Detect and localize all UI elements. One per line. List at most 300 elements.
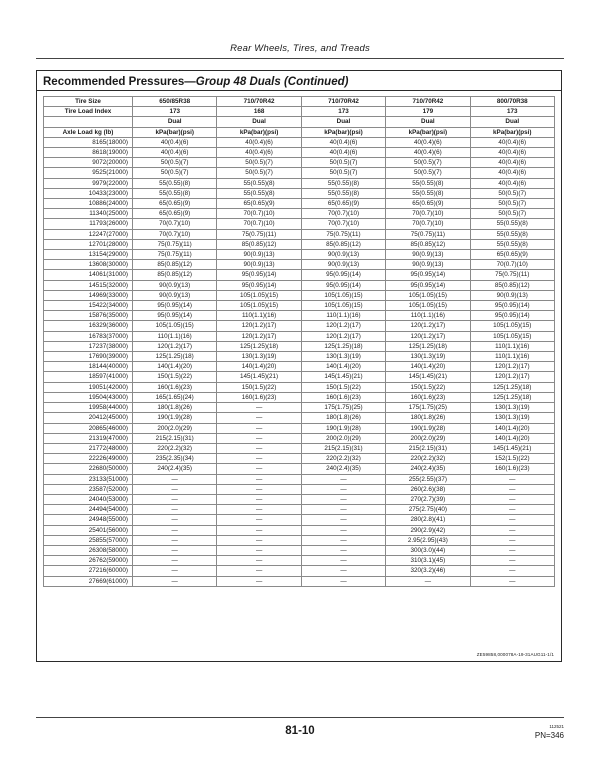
pressure-cell: 105(1.05)(15) <box>133 321 217 331</box>
pressure-cell: 90(0.9)(13) <box>217 260 301 270</box>
pressure-cell: 65(0.65)(9) <box>470 250 554 260</box>
pressure-cell: 110(1.1)(16) <box>470 341 554 351</box>
pressure-cell: 215(2.15)(31) <box>133 433 217 443</box>
row-label-cell: 11793(26000) <box>44 219 133 229</box>
row-label-cell: 8165(18000) <box>44 137 133 147</box>
row-label-cell: 8618(19000) <box>44 148 133 158</box>
pressure-cell: 95(0.95)(14) <box>133 301 217 311</box>
pressure-cell: 95(0.95)(14) <box>470 301 554 311</box>
table-row <box>44 525 555 535</box>
table-row <box>44 413 555 423</box>
page-number: 81-10 <box>285 725 315 737</box>
table-header-row <box>44 107 555 117</box>
pressure-cell: 200(2.0)(29) <box>386 433 470 443</box>
pressure-cell: 65(0.65)(9) <box>133 209 217 219</box>
pressure-cell: — <box>217 525 301 535</box>
pressure-table <box>43 96 555 587</box>
pressure-cell: 40(0.4)(6) <box>133 137 217 147</box>
pressure-cell: 235(2.35)(34) <box>133 454 217 464</box>
table-row <box>44 443 555 453</box>
pressure-cell: 110(1.1)(16) <box>470 352 554 362</box>
pressure-cell: 90(0.9)(13) <box>386 260 470 270</box>
row-label-cell: 26308(58000) <box>44 545 133 555</box>
table-row <box>44 372 555 382</box>
pressure-cell: 120(1.2)(17) <box>217 321 301 331</box>
table-row <box>44 158 555 168</box>
pressure-cell: 55(0.55)(8) <box>470 229 554 239</box>
pressure-cell: 50(0.5)(7) <box>470 188 554 198</box>
pressure-cell: 160(1.6)(23) <box>133 382 217 392</box>
pressure-cell: 55(0.55)(8) <box>217 178 301 188</box>
pressure-cell: 75(0.75)(11) <box>133 239 217 249</box>
row-label-cell: 10433(23000) <box>44 188 133 198</box>
pressure-cell: 125(1.25)(18) <box>133 352 217 362</box>
pressure-cell: 145(1.45)(21) <box>217 372 301 382</box>
pressure-cell: 90(0.9)(13) <box>470 290 554 300</box>
pressure-cell: — <box>217 464 301 474</box>
pressure-cell: 40(0.4)(6) <box>217 148 301 158</box>
pressure-cell: 95(0.95)(14) <box>301 280 385 290</box>
pressure-cell: 70(0.7)(10) <box>217 219 301 229</box>
pressure-cell: 95(0.95)(14) <box>133 311 217 321</box>
pressure-cell: 120(1.2)(17) <box>386 331 470 341</box>
table-row <box>44 219 555 229</box>
pn-label: PN=346 <box>534 731 564 740</box>
pressure-cell: Dual <box>470 117 554 127</box>
pressure-cell: 40(0.4)(6) <box>386 148 470 158</box>
table-row <box>44 566 555 576</box>
pressure-cell: 55(0.55)(8) <box>386 178 470 188</box>
pressure-cell: 55(0.55)(8) <box>301 188 385 198</box>
pressure-cell: — <box>217 454 301 464</box>
pressure-cell: 160(1.6)(23) <box>470 464 554 474</box>
row-label-cell: 23133(51000) <box>44 474 133 484</box>
row-label-cell: 14061(31000) <box>44 270 133 280</box>
row-label-cell: 20412(45000) <box>44 413 133 423</box>
pressure-cell: Dual <box>301 117 385 127</box>
pressure-cell: — <box>133 515 217 525</box>
pressure-cell: — <box>217 566 301 576</box>
row-label-cell: Axle Load kg (lb) <box>44 127 133 137</box>
pressure-cell: — <box>133 535 217 545</box>
pressure-cell: 260(2.6)(38) <box>386 484 470 494</box>
pressure-cell: 215(2.15)(31) <box>386 443 470 453</box>
pressure-cell: 95(0.95)(14) <box>470 311 554 321</box>
table-row <box>44 494 555 504</box>
pressure-cell: 50(0.5)(7) <box>386 168 470 178</box>
pressure-cell: 85(0.85)(12) <box>386 239 470 249</box>
pressure-cell: 40(0.4)(6) <box>470 148 554 158</box>
table-row <box>44 311 555 321</box>
pressure-cell: — <box>301 566 385 576</box>
table-row <box>44 433 555 443</box>
pressure-cell: 190(1.9)(28) <box>301 423 385 433</box>
pressure-cell: — <box>133 484 217 494</box>
title-divider <box>37 90 561 91</box>
pressure-cell: 120(1.2)(17) <box>470 362 554 372</box>
pressure-cell: 240(2.4)(35) <box>386 464 470 474</box>
pressure-cell: — <box>470 484 554 494</box>
pressure-cell: — <box>217 423 301 433</box>
row-label-cell: 25401(56000) <box>44 525 133 535</box>
section-title-main: Recommended Pressures— <box>43 76 196 88</box>
pressure-cell: 800/70R38 <box>470 97 554 107</box>
pressure-cell: kPa(bar)(psi) <box>386 127 470 137</box>
row-label-cell: 21772(48000) <box>44 443 133 453</box>
pressure-cell: 40(0.4)(6) <box>470 178 554 188</box>
pressure-cell: 90(0.9)(13) <box>217 250 301 260</box>
row-label-cell: 24040(53000) <box>44 494 133 504</box>
pressure-cell: 173 <box>133 107 217 117</box>
pressure-cell: — <box>470 494 554 504</box>
row-label-cell: Tire Load Index <box>44 107 133 117</box>
pressure-cell: 65(0.65)(9) <box>133 199 217 209</box>
pressure-cell: 85(0.85)(12) <box>470 280 554 290</box>
pressure-cell: 85(0.85)(12) <box>301 239 385 249</box>
pressure-cell: 95(0.95)(14) <box>217 280 301 290</box>
section-title-italic: Group 48 Duals (Continued) <box>195 76 349 88</box>
pressure-cell: — <box>470 525 554 535</box>
pressure-cell: — <box>301 525 385 535</box>
pressure-cell: 650/85R38 <box>133 97 217 107</box>
pressure-cell: 95(0.95)(14) <box>386 280 470 290</box>
pressure-cell: — <box>301 556 385 566</box>
pressure-cell: — <box>217 515 301 525</box>
pressure-cell: 190(1.9)(28) <box>386 423 470 433</box>
header-divider <box>36 58 564 59</box>
pressure-cell: 75(0.75)(11) <box>217 229 301 239</box>
pressure-cell: 200(2.0)(29) <box>133 423 217 433</box>
pressure-cell: — <box>301 576 385 586</box>
row-label-cell: 17237(38000) <box>44 341 133 351</box>
pressure-cell: 85(0.85)(12) <box>133 270 217 280</box>
pressure-cell: — <box>133 545 217 555</box>
pressure-cell: — <box>133 494 217 504</box>
pressure-cell: 130(1.3)(19) <box>470 413 554 423</box>
pressure-cell: 40(0.4)(6) <box>470 168 554 178</box>
pressure-cell: Dual <box>386 117 470 127</box>
row-label-cell: 24948(55000) <box>44 515 133 525</box>
pressure-cell: 240(2.4)(35) <box>301 464 385 474</box>
pressure-cell: 55(0.55)(8) <box>133 178 217 188</box>
section-title <box>43 76 348 88</box>
pressure-cell: 120(1.2)(17) <box>386 321 470 331</box>
pressure-cell: 220(2.2)(32) <box>133 443 217 453</box>
table-row <box>44 260 555 270</box>
pressure-cell: — <box>217 535 301 545</box>
row-label-cell: 18144(40000) <box>44 362 133 372</box>
pressure-cell: 150(1.5)(22) <box>217 382 301 392</box>
pressure-cell: Dual <box>133 117 217 127</box>
row-label-cell: 16329(36000) <box>44 321 133 331</box>
pressure-cell: 75(0.75)(11) <box>301 229 385 239</box>
pressure-cell: 50(0.5)(7) <box>386 158 470 168</box>
pressure-cell: 50(0.5)(7) <box>133 158 217 168</box>
pressure-cell: 125(1.25)(18) <box>470 382 554 392</box>
pressure-cell: 40(0.4)(6) <box>301 148 385 158</box>
pressure-cell: 90(0.9)(13) <box>386 250 470 260</box>
pressure-cell: 160(1.6)(23) <box>386 392 470 402</box>
pressure-cell: 140(1.4)(20) <box>217 362 301 372</box>
pressure-cell: 70(0.7)(10) <box>301 209 385 219</box>
pressure-cell: 95(0.95)(14) <box>301 270 385 280</box>
pressure-cell: 173 <box>470 107 554 117</box>
pressure-cell: — <box>301 535 385 545</box>
pressure-cell: — <box>217 494 301 504</box>
pressure-cell: 105(1.05)(15) <box>217 301 301 311</box>
pressure-cell: 65(0.65)(9) <box>301 199 385 209</box>
pressure-cell: 125(1.25)(18) <box>301 341 385 351</box>
pressure-cell: 65(0.65)(9) <box>386 199 470 209</box>
table-row <box>44 352 555 362</box>
pressure-cell: 50(0.5)(7) <box>301 168 385 178</box>
table-row <box>44 239 555 249</box>
table-row <box>44 392 555 402</box>
pressure-cell: 110(1.1)(16) <box>133 331 217 341</box>
pressure-cell: — <box>217 484 301 494</box>
pressure-cell: 50(0.5)(7) <box>301 158 385 168</box>
row-label-cell: 15876(35000) <box>44 311 133 321</box>
table-row <box>44 209 555 219</box>
pressure-cell: 50(0.5)(7) <box>470 209 554 219</box>
pressure-cell: 125(1.25)(18) <box>217 341 301 351</box>
pressure-cell: 150(1.5)(22) <box>133 372 217 382</box>
pressure-cell: 280(2.8)(41) <box>386 515 470 525</box>
row-label-cell: 12247(27000) <box>44 229 133 239</box>
pressure-cell: 240(2.4)(35) <box>133 464 217 474</box>
pressure-cell: — <box>301 484 385 494</box>
pressure-cell: — <box>470 474 554 484</box>
table-row <box>44 464 555 474</box>
pressure-cell: 175(1.75)(25) <box>301 403 385 413</box>
pressure-cell: 40(0.4)(6) <box>133 148 217 158</box>
pressure-cell: 160(1.6)(23) <box>217 392 301 402</box>
table-row <box>44 280 555 290</box>
pressure-cell: 710/70R42 <box>217 97 301 107</box>
pressure-cell: — <box>133 474 217 484</box>
pressure-cell: 110(1.1)(16) <box>301 311 385 321</box>
pressure-cell: 75(0.75)(11) <box>386 229 470 239</box>
row-label-cell: 13154(29000) <box>44 250 133 260</box>
pressure-cell: 125(1.25)(18) <box>470 392 554 402</box>
pressure-cell: — <box>301 494 385 504</box>
pressure-cell: 168 <box>217 107 301 117</box>
row-label-cell: 13608(30000) <box>44 260 133 270</box>
table-row <box>44 301 555 311</box>
pressure-cell: 90(0.9)(13) <box>133 280 217 290</box>
pressure-cell: Dual <box>217 117 301 127</box>
table-header-row <box>44 117 555 127</box>
pressure-cell: 105(1.05)(15) <box>386 301 470 311</box>
reference-code: ZE59858,000078A-19-31AUG11-1/1 <box>476 652 554 657</box>
table-row <box>44 270 555 280</box>
pressure-cell: 65(0.65)(9) <box>217 199 301 209</box>
row-label-cell: 19051(42000) <box>44 382 133 392</box>
table-row <box>44 505 555 515</box>
pressure-cell: — <box>386 576 470 586</box>
table-row <box>44 148 555 158</box>
table-row <box>44 403 555 413</box>
pressure-cell: 140(1.4)(20) <box>470 423 554 433</box>
pressure-cell: 130(1.3)(19) <box>470 403 554 413</box>
pressure-cell: 55(0.55)(8) <box>217 188 301 198</box>
pressure-cell: 105(1.05)(15) <box>470 321 554 331</box>
table-row <box>44 545 555 555</box>
pressure-cell: kPa(bar)(psi) <box>217 127 301 137</box>
row-label-cell: 22226(49000) <box>44 454 133 464</box>
table-row <box>44 199 555 209</box>
pressure-cell: 40(0.4)(6) <box>470 158 554 168</box>
pressure-cell: 120(1.2)(17) <box>133 341 217 351</box>
row-label-cell: 23587(52000) <box>44 484 133 494</box>
pressure-cell: 105(1.05)(15) <box>470 331 554 341</box>
pressure-cell: 70(0.7)(10) <box>133 229 217 239</box>
pressure-cell: 270(2.7)(39) <box>386 494 470 504</box>
pressure-cell: 70(0.7)(10) <box>301 219 385 229</box>
pressure-cell: 140(1.4)(20) <box>470 433 554 443</box>
pressure-cell: — <box>133 556 217 566</box>
pressure-cell: 130(1.3)(19) <box>386 352 470 362</box>
row-label-cell: 26762(59000) <box>44 556 133 566</box>
pressure-cell: 110(1.1)(16) <box>217 311 301 321</box>
pressure-cell: — <box>217 556 301 566</box>
table-row <box>44 423 555 433</box>
pressure-cell: 105(1.05)(15) <box>301 290 385 300</box>
row-label-cell: 27669(61000) <box>44 576 133 586</box>
pressure-table-body <box>44 97 555 587</box>
row-label-cell: 9979(22000) <box>44 178 133 188</box>
table-row <box>44 535 555 545</box>
row-label-cell: 25855(57000) <box>44 535 133 545</box>
pressure-cell: — <box>301 515 385 525</box>
pressure-cell: — <box>217 545 301 555</box>
row-label-cell: 19958(44000) <box>44 403 133 413</box>
footer-small-code: 112521 <box>549 724 564 729</box>
pressure-cell: 150(1.5)(22) <box>386 382 470 392</box>
pressure-cell: 70(0.7)(10) <box>217 209 301 219</box>
table-header-row <box>44 127 555 137</box>
row-label-cell: 15422(34000) <box>44 301 133 311</box>
pressure-cell: 90(0.9)(13) <box>301 250 385 260</box>
pressure-table-frame <box>36 70 562 662</box>
pressure-cell: 145(1.45)(21) <box>301 372 385 382</box>
pressure-cell: 190(1.9)(28) <box>133 413 217 423</box>
table-row <box>44 362 555 372</box>
pressure-cell: — <box>217 403 301 413</box>
pressure-cell: 290(2.9)(42) <box>386 525 470 535</box>
pressure-cell: — <box>470 576 554 586</box>
table-row <box>44 168 555 178</box>
pressure-cell: 50(0.5)(7) <box>133 168 217 178</box>
row-label-cell <box>44 117 133 127</box>
table-row <box>44 188 555 198</box>
pressure-cell: 50(0.5)(7) <box>217 168 301 178</box>
row-label-cell: 9072(20000) <box>44 158 133 168</box>
pressure-cell: — <box>133 576 217 586</box>
table-row <box>44 515 555 525</box>
pressure-cell: — <box>470 545 554 555</box>
row-label-cell: 19504(43000) <box>44 392 133 402</box>
pressure-cell: 152(1.5)(22) <box>470 454 554 464</box>
pressure-cell: 180(1.8)(26) <box>133 403 217 413</box>
pressure-cell: 40(0.4)(6) <box>217 137 301 147</box>
pressure-cell: 70(0.7)(10) <box>133 219 217 229</box>
pressure-cell: 200(2.0)(29) <box>301 433 385 443</box>
pressure-cell: — <box>217 433 301 443</box>
pressure-cell: 95(0.95)(14) <box>217 270 301 280</box>
row-label-cell: 14969(33000) <box>44 290 133 300</box>
pressure-cell: 120(1.2)(17) <box>301 331 385 341</box>
pressure-cell: 180(1.8)(26) <box>301 413 385 423</box>
table-row <box>44 484 555 494</box>
pressure-cell: 120(1.2)(17) <box>470 372 554 382</box>
pressure-cell: 55(0.55)(8) <box>133 188 217 198</box>
row-label-cell: 12701(28000) <box>44 239 133 249</box>
pressure-cell: 105(1.05)(15) <box>217 290 301 300</box>
pressure-cell: 120(1.2)(17) <box>301 321 385 331</box>
pressure-cell: 145(1.45)(21) <box>470 443 554 453</box>
table-row <box>44 382 555 392</box>
pressure-cell: 145(1.45)(21) <box>386 372 470 382</box>
table-row <box>44 290 555 300</box>
pressure-cell: — <box>217 443 301 453</box>
pressure-cell: — <box>133 525 217 535</box>
table-row <box>44 137 555 147</box>
pressure-cell: kPa(bar)(psi) <box>470 127 554 137</box>
row-label-cell: 10886(24000) <box>44 199 133 209</box>
pressure-cell: 120(1.2)(17) <box>217 331 301 341</box>
pressure-cell: 2.95(2.95)(43) <box>386 535 470 545</box>
pressure-cell: 220(2.2)(32) <box>301 454 385 464</box>
pressure-cell: 50(0.5)(7) <box>470 199 554 209</box>
pressure-cell: 165(1.65)(24) <box>133 392 217 402</box>
pressure-cell: 175(1.75)(25) <box>386 403 470 413</box>
pressure-cell: 320(3.2)(46) <box>386 566 470 576</box>
table-header-row <box>44 97 555 107</box>
pressure-cell: 150(1.5)(22) <box>301 382 385 392</box>
pressure-cell: 220(2.2)(32) <box>386 454 470 464</box>
pressure-cell: 179 <box>386 107 470 117</box>
pressure-cell: 105(1.05)(15) <box>386 290 470 300</box>
pressure-cell: 55(0.55)(8) <box>386 188 470 198</box>
pressure-cell: 125(1.25)(18) <box>386 341 470 351</box>
pressure-cell: 140(1.4)(20) <box>386 362 470 372</box>
table-row <box>44 454 555 464</box>
pressure-cell: 50(0.5)(7) <box>217 158 301 168</box>
row-label-cell: 20865(46000) <box>44 423 133 433</box>
pressure-cell: — <box>217 474 301 484</box>
pressure-cell: 55(0.55)(8) <box>470 239 554 249</box>
pressure-cell: 275(2.75)(40) <box>386 505 470 515</box>
pressure-cell: 130(1.3)(19) <box>217 352 301 362</box>
row-label-cell: 18597(41000) <box>44 372 133 382</box>
pressure-cell: — <box>470 505 554 515</box>
pressure-cell: 70(0.7)(10) <box>386 219 470 229</box>
table-row <box>44 178 555 188</box>
pressure-cell: — <box>470 556 554 566</box>
pressure-cell: 40(0.4)(6) <box>386 137 470 147</box>
pressure-cell: 40(0.4)(6) <box>470 137 554 147</box>
row-label-cell: 11340(25000) <box>44 209 133 219</box>
pressure-cell: 215(2.15)(31) <box>301 443 385 453</box>
pressure-cell: 173 <box>301 107 385 117</box>
running-head-title: Rear Wheels, Tires, and Treads <box>230 43 370 54</box>
pressure-cell: kPa(bar)(psi) <box>301 127 385 137</box>
pressure-cell: — <box>470 515 554 525</box>
pressure-cell: 70(0.7)(10) <box>386 209 470 219</box>
table-row <box>44 250 555 260</box>
table-row <box>44 341 555 351</box>
